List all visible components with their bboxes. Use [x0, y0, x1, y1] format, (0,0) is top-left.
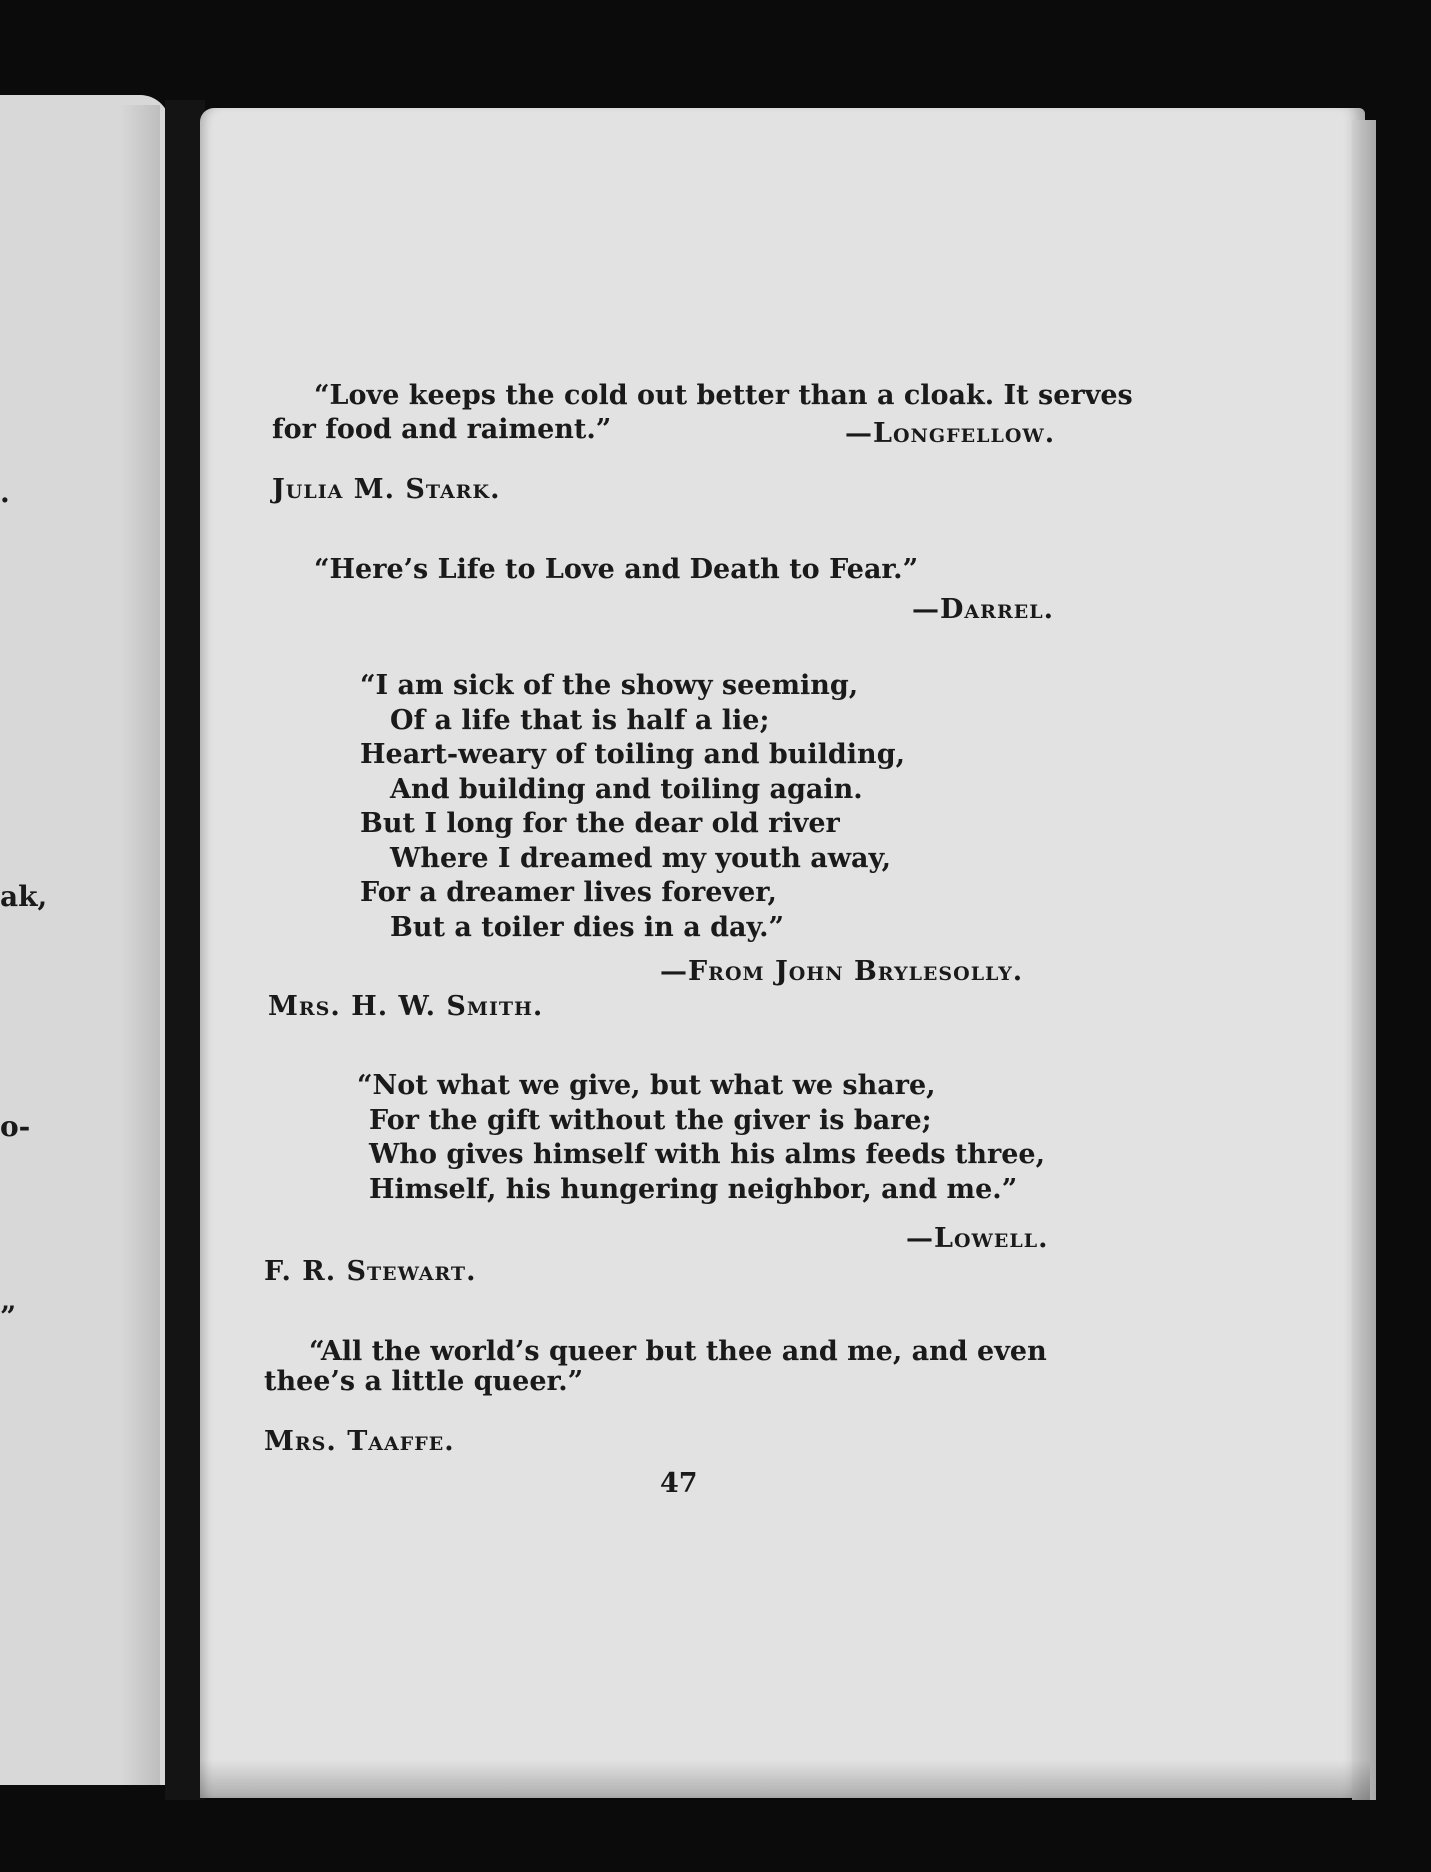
- attribution: —From John Brylesolly.: [660, 956, 1024, 987]
- quote-line: thee’s a little queer.”: [264, 1366, 584, 1397]
- contributor-name: Mrs. Taaffe.: [264, 1426, 455, 1457]
- book-spine: [165, 100, 205, 1800]
- right-page: [200, 108, 1365, 1798]
- attribution: —Lowell.: [906, 1223, 1049, 1254]
- quote-line: for food and raiment.”: [272, 414, 612, 445]
- left-page-fragment: .: [0, 476, 10, 509]
- contributor-name: Mrs. H. W. Smith.: [268, 991, 544, 1022]
- verse-line: “I am sick of the showy seeming,: [360, 670, 859, 701]
- page-bottom-shadow: [200, 1760, 1370, 1800]
- verse-line: Heart-weary of toiling and building,: [360, 739, 905, 770]
- quote-line: “All the world’s queer but thee and me, and even: [309, 1336, 1047, 1367]
- verse-line: “Not what we give, but what we share,: [357, 1070, 936, 1101]
- verse-line: Who gives himself with his alms feeds three,: [369, 1139, 1046, 1170]
- verse-block: [357, 1069, 1045, 1207]
- contributor-name: F. R. Stewart.: [264, 1256, 477, 1287]
- verse-line: But a toiler dies in a day.”: [390, 911, 785, 943]
- left-page-fragment: o-: [0, 1110, 31, 1143]
- verse-block: [360, 669, 905, 945]
- verse-line: Of a life that is half a lie;: [390, 704, 770, 736]
- attribution: —Darrel.: [912, 594, 1054, 625]
- contributor-name: Julia M. Stark.: [272, 474, 501, 505]
- verse-line: For the gift without the giver is bare;: [369, 1104, 932, 1136]
- quote-line: “Love keeps the cold out better than a cloak. It serves: [314, 380, 1133, 411]
- page-number: 47: [660, 1468, 698, 1499]
- verse-line: But I long for the dear old river: [360, 808, 840, 839]
- verse-line: Where I dreamed my youth away,: [390, 842, 891, 874]
- verse-line: For a dreamer lives forever,: [360, 877, 777, 908]
- left-page-fragment: ”: [0, 1300, 17, 1333]
- quote-line: “Here’s Life to Love and Death to Fear.”: [314, 554, 919, 585]
- left-page-fragment: ak,: [0, 880, 48, 913]
- verse-line: And building and toiling again.: [390, 773, 863, 805]
- left-page-gutter-shadow: [120, 105, 160, 1785]
- page-edge: [1352, 120, 1376, 1800]
- attribution: —Longfellow.: [845, 418, 1056, 449]
- verse-line: Himself, his hungering neighbor, and me.”: [369, 1173, 1018, 1205]
